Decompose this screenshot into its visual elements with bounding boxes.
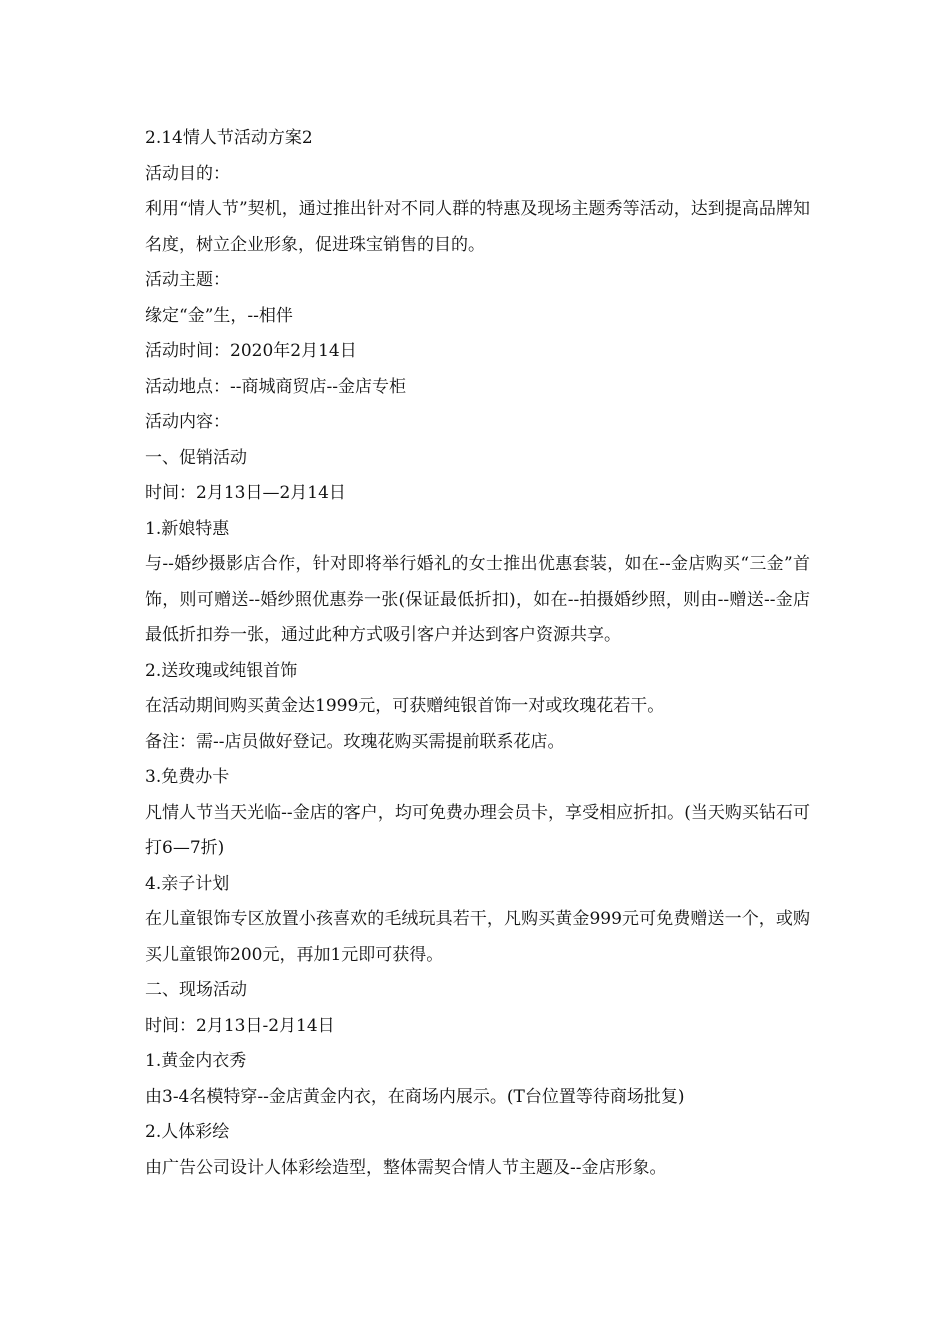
- section1-item4-title: 4.亲子计划: [145, 873, 230, 894]
- section2-heading: 二、现场活动: [145, 980, 247, 1000]
- section2-item2-title: 2.人体彩绘: [145, 1122, 230, 1142]
- content-heading: 活动内容：: [145, 412, 230, 432]
- event-time: 活动时间：2020年2月14日: [145, 341, 357, 361]
- section1-item2-paragraph: 在活动期间购买黄金达1999元，可获赠纯银首饰一对或玫瑰花若干。: [145, 696, 665, 716]
- section2-item1-title: 1.黄金内衣秀: [145, 1051, 247, 1071]
- theme-text: 缘定“金”生，--相伴: [145, 305, 293, 326]
- document-page: [145, 121, 810, 1186]
- theme-heading: 活动主题：: [145, 270, 230, 290]
- section1-time: 时间：2月13日—2月14日: [145, 483, 346, 503]
- event-place: 活动地点：--商城商贸店--金店专柜: [145, 376, 406, 397]
- document-title: 2.14情人节活动方案2: [145, 128, 313, 148]
- purpose-heading: 活动目的：: [145, 163, 230, 184]
- section2-time: 时间：2月13日-2月14日: [145, 1015, 335, 1036]
- section1-heading: 一、促销活动: [145, 447, 247, 468]
- purpose-paragraph: 利用“情人节”契机，通过推出针对不同人群的特惠及现场主题秀等活动，达到提高品牌知名度，树立企业形象，促进珠宝销售的目的。: [145, 199, 810, 255]
- section1-item2-note: 备注：需--店员做好登记。玫瑰花购买需提前联系花店。: [145, 731, 565, 752]
- section1-item1-paragraph: 与--婚纱摄影店合作，针对即将举行婚礼的女士推出优惠套装，如在--金店购买“三金”首饰，则可赠送--婚纱照优惠券一张(保证最低折扣)，如在--拍摄婚纱照，则由--赠送--金店最低折扣券一张，通过此种方式吸引客户并达到客户资源共享。: [145, 554, 810, 645]
- section2-item1-paragraph: 由3-4名模特穿--金店黄金内衣，在商场内展示。(T台位置等待商场批复): [145, 1086, 685, 1107]
- section1-item3-title: 3.免费办卡: [145, 767, 230, 787]
- section2-item2-paragraph: 由广告公司设计人体彩绘造型，整体需契合情人节主题及--金店形象。: [145, 1157, 667, 1178]
- section1-item3-paragraph: 凡情人节当天光临--金店的客户，均可免费办理会员卡，享受相应折扣。(当天购买钻石可打6—7折): [145, 802, 810, 858]
- section1-item2-title: 2.送玫瑰或纯银首饰: [145, 660, 298, 681]
- section1-item4-paragraph: 在儿童银饰专区放置小孩喜欢的毛绒玩具若干，凡购买黄金999元可免费赠送一个，或购买儿童银饰200元，再加1元即可获得。: [145, 909, 810, 965]
- section1-item1-title: 1.新娘特惠: [145, 518, 230, 539]
